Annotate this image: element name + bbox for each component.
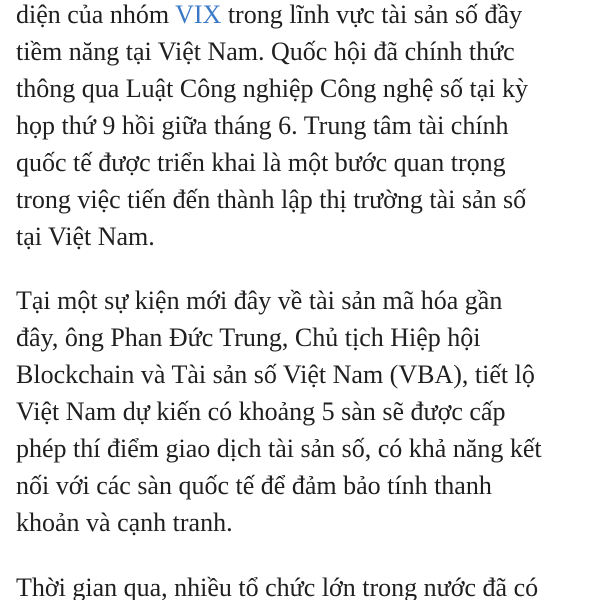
vix-link[interactable]: VIX xyxy=(175,0,222,29)
text-segment: diện của nhóm xyxy=(16,0,176,29)
text-segment: trong lĩnh vực tài sản số đầy xyxy=(221,0,523,29)
paragraph-2-line-2: đây, ông Phan Đức Trung, Chủ tịch Hiệp hội xyxy=(16,323,481,352)
paragraph-3-line-1: Thời gian qua, nhiều tổ chức lớn trong nước đã có xyxy=(16,573,539,600)
paragraph-2-line-1: Tại một sự kiện mới đây về tài sản mã hóa gần xyxy=(16,286,503,315)
paragraph-2-line-5: phép thí điểm giao dịch tài sản số, có khả năng kết xyxy=(16,434,542,463)
paragraph-1-line-3: thông qua Luật Công nghiệp Công nghệ số tại kỳ xyxy=(16,74,529,103)
paragraph-2-line-6: nối với các sàn quốc tế để đảm bảo tính thanh xyxy=(16,471,492,500)
paragraph-2-line-3: Blockchain và Tài sản số Việt Nam (VBA), tiết lộ xyxy=(16,360,535,389)
paragraph-2-line-4: Việt Nam dự kiến có khoảng 5 sàn sẽ được cấp xyxy=(16,397,506,426)
paragraph-1-line-7: tại Việt Nam. xyxy=(16,222,155,251)
paragraph-1-line-2: tiềm năng tại Việt Nam. Quốc hội đã chính thức xyxy=(16,37,515,66)
paragraph-1-line-6: trong việc tiến đến thành lập thị trường tài sản số xyxy=(16,185,527,214)
paragraph-1-line-5: quốc tế được triển khai là một bước quan trọng xyxy=(16,148,506,177)
paragraph-2-line-7: khoản và cạnh tranh. xyxy=(16,508,233,537)
paragraph-1-line-1 xyxy=(16,2,522,28)
paragraph-1-line-4: họp thứ 9 hồi giữa tháng 6. Trung tâm tài chính xyxy=(16,111,509,140)
